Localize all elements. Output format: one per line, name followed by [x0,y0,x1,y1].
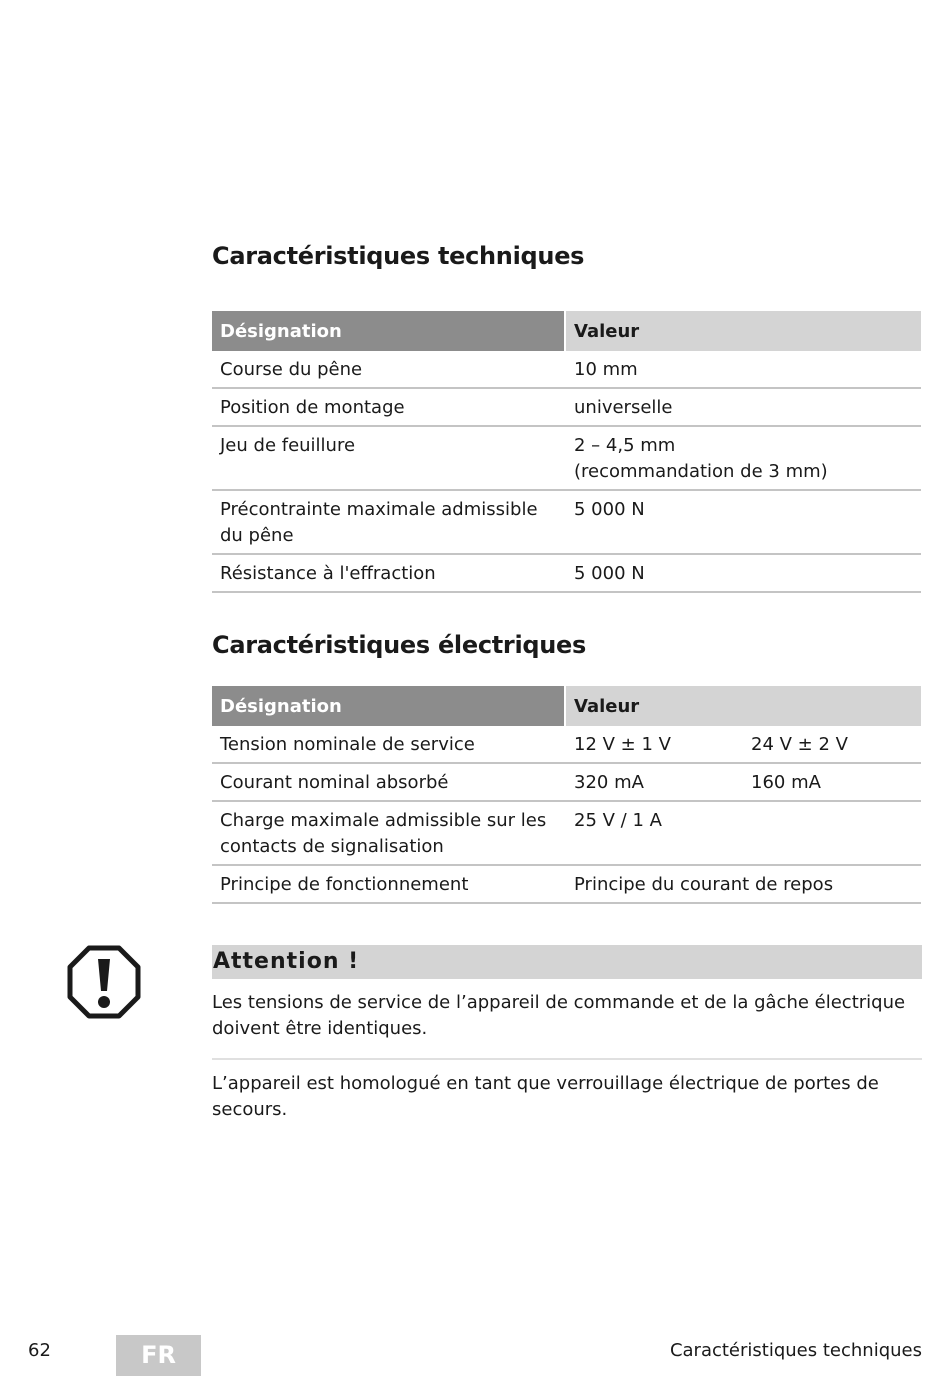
row-value-note: (recommandation de 3 mm) [574,461,828,482]
row-value: Principe du courant de repos [566,866,921,904]
attention-heading: Attention ! [212,945,922,979]
attention-text: Les tensions de service de l’appareil de commande et de la gâche électrique doivent être identiques. [212,992,906,1039]
tech-section [212,242,922,270]
tech-table-wrapper [212,311,922,593]
table-row [212,802,921,866]
header-valeur: Valeur [566,311,921,351]
row-label: Principe de fonctionnement [212,866,566,904]
divider [212,1058,922,1060]
table-row [212,726,921,764]
page-number: 62 [28,1340,51,1361]
header-valeur: Valeur [566,686,921,726]
warning-exclamation-octagon-icon [67,945,141,1019]
row-value-24v: 160 mA [743,764,921,802]
row-label: Jeu de feuillure [212,427,566,491]
row-value-text: universelle [574,397,673,418]
tech-section-title: Caractéristiques techniques [212,242,585,270]
row-value-text: 10 mm [574,359,638,380]
row-value [566,491,921,555]
table-row [212,555,921,593]
row-value [566,427,921,491]
table-row [212,866,921,904]
row-value-24v: 24 V ± 2 V [743,726,921,764]
row-value-text: 5 000 N [574,563,645,584]
row-value [566,389,921,427]
row-label: Précontrainte maximale admissible du pêne [212,491,566,555]
table-row [212,764,921,802]
row-value-text: 2 – 4,5 mm [574,435,676,456]
row-value-text: 5 000 N [574,499,645,520]
header-designation: Désignation [212,686,566,726]
table-row [212,389,921,427]
row-label: Résistance à l'effraction [212,555,566,593]
elec-section-title: Caractéristiques électriques [212,631,587,659]
row-label: Charge maximale admissible sur les contacts de signalisation [212,802,566,866]
tech-table [212,311,921,593]
row-label: Courant nominal absorbé [212,764,566,802]
elec-table [212,686,921,904]
approval-note: L’appareil est homologué en tant que verrouillage électrique de portes de secours. [212,1073,879,1120]
table-row [212,351,921,389]
attention-block [212,945,922,1123]
row-value [566,555,921,593]
language-badge: FR [116,1335,201,1376]
row-label: Tension nominale de service [212,726,566,764]
footer-section-title: Caractéristiques techniques [669,1340,922,1361]
table-row [212,427,921,491]
elec-section [212,631,922,659]
table-header-row [212,311,921,351]
header-designation: Désignation [212,311,566,351]
elec-table-wrapper [212,686,922,904]
row-value-12v: 12 V ± 1 V [566,726,743,764]
row-label: Position de montage [212,389,566,427]
row-value: 25 V / 1 A [566,802,921,866]
row-value-12v: 320 mA [566,764,743,802]
table-header-row [212,686,921,726]
row-label: Course du pêne [212,351,566,389]
row-value [566,351,921,389]
table-row [212,491,921,555]
